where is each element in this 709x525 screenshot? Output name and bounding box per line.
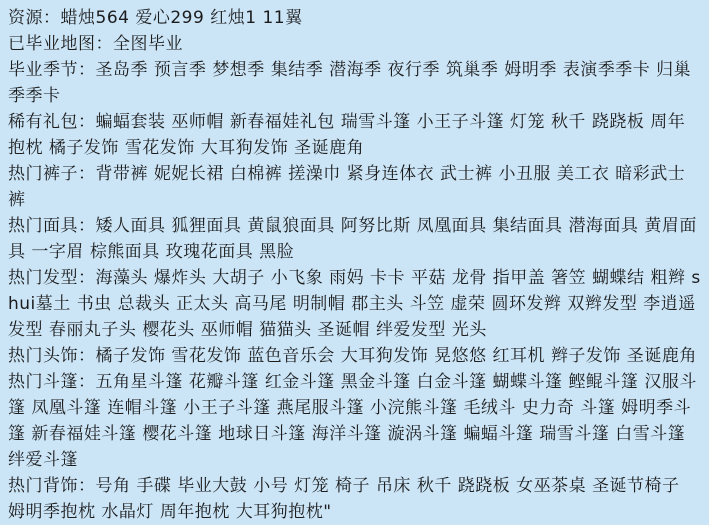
item: 小号 — [253, 476, 289, 496]
item: 五角星斗篷 — [95, 372, 183, 392]
item: 白金斗篷 — [416, 372, 487, 392]
item: 潜海季 — [329, 60, 382, 80]
section-label: 稀有礼包： — [8, 112, 96, 132]
item: 跷跷板 — [457, 476, 511, 496]
item: 小浣熊斗篷 — [370, 398, 458, 418]
section-line — [8, 161, 701, 213]
item: 武士裤 — [440, 164, 493, 184]
section-label: 热门背饰： — [8, 476, 96, 496]
item: 毛绒斗 — [463, 398, 516, 418]
item: 平菇 — [410, 268, 446, 288]
item: 光头 — [451, 320, 487, 340]
item: 连帽斗篷 — [107, 398, 178, 418]
item: 雨妈 — [329, 268, 365, 288]
item: 虚荣 — [450, 294, 486, 314]
item: 地球日斗篷 — [218, 424, 306, 444]
section-line — [8, 31, 701, 57]
section-line — [8, 343, 701, 369]
item: 樱花头 — [142, 320, 195, 340]
section-line — [8, 57, 701, 109]
item: 小飞象 — [270, 268, 324, 288]
section-line — [8, 5, 701, 31]
item: 筑巢季 — [445, 60, 499, 80]
item: 爆炸头 — [153, 268, 207, 288]
item: 总裁头 — [117, 294, 171, 314]
item: 暗彩武士裤 — [8, 164, 686, 210]
item: 秋千 — [550, 112, 586, 132]
item: 雪花发饰 — [171, 346, 242, 366]
item: 绊爱发型 — [375, 320, 446, 340]
item: 黑金斗篷 — [340, 372, 411, 392]
section-label: 热门裤子： — [8, 164, 96, 184]
section-label: 资源： — [8, 8, 61, 28]
section-label: 毕业季节： — [8, 60, 96, 80]
item: 水晶灯 — [101, 502, 154, 522]
item: 搓澡巾 — [288, 164, 341, 184]
item: 箸笠 — [551, 268, 587, 288]
item: 红烛1 — [210, 8, 257, 28]
item: 汉服斗篷 — [8, 372, 697, 418]
section-label: 热门斗篷： — [8, 372, 96, 392]
item: 爱心299 — [135, 8, 205, 28]
item: shui墓土 — [8, 268, 701, 314]
item: 燕尾服斗篷 — [276, 398, 365, 418]
item: 花瓣斗篷 — [188, 372, 259, 392]
item: 圣岛季 — [95, 60, 148, 80]
item: 女巫茶桌 — [516, 476, 587, 496]
item: 斗笠 — [409, 294, 445, 314]
item: 阿努比斯 — [340, 216, 411, 236]
item: 妮妮长裙 — [153, 164, 224, 184]
item: 吊床 — [375, 476, 411, 496]
item: 史力奇 — [521, 398, 575, 418]
item: 大胡子 — [212, 268, 265, 288]
item: 绊爱斗篷 — [8, 450, 78, 470]
item: 黑脸 — [259, 242, 295, 262]
item: 夜行季 — [387, 60, 441, 80]
item: 郡主头 — [351, 294, 404, 314]
item: 紧身连体衣 — [346, 164, 435, 184]
item: 秋千 — [416, 476, 452, 496]
item: 凤凰斗篷 — [31, 398, 102, 418]
item: 漩涡斗篷 — [387, 424, 458, 444]
item: 晃悠悠 — [434, 346, 487, 366]
item: 海洋斗篷 — [311, 424, 382, 444]
item: 小王子斗篷 — [183, 398, 271, 418]
item: 辫子发饰 — [550, 346, 621, 366]
item: 红金斗篷 — [264, 372, 335, 392]
item: 集结季 — [270, 60, 324, 80]
item: 书虫 — [76, 294, 112, 314]
item: 周年抱枕 — [8, 112, 686, 158]
item: 跷跷板 — [591, 112, 645, 132]
item: 集结面具 — [492, 216, 563, 236]
item: 粗辫 — [650, 268, 686, 288]
item: 大耳狗发饰 — [340, 346, 429, 366]
item: 归巢季季卡 — [8, 60, 692, 106]
item: 巫师帽 — [200, 320, 254, 340]
item: 手碟 — [136, 476, 172, 496]
item: 灯笼 — [294, 476, 330, 496]
item: 表演季季卡 — [562, 60, 651, 80]
item: 新春福娃斗篷 — [31, 424, 137, 444]
item: 瑞雪斗篷 — [539, 424, 610, 444]
item: 海藻头 — [95, 268, 148, 288]
item: 大耳狗抱枕" — [235, 502, 332, 522]
item: 蜡烛564 — [60, 8, 130, 28]
item: 明制帽 — [292, 294, 346, 314]
item: 圣诞鹿角 — [626, 346, 697, 366]
item: 潜海面具 — [568, 216, 639, 236]
item: 凤凰面具 — [416, 216, 487, 236]
item: 梦想季 — [212, 60, 265, 80]
item: 鲣鲲斗篷 — [568, 372, 639, 392]
section-label: 热门面具： — [8, 216, 96, 236]
item: 圣诞鹿角 — [294, 138, 365, 158]
item: 背带裤 — [95, 164, 148, 184]
section-line — [8, 369, 701, 473]
section-label: 热门发型： — [8, 268, 96, 288]
item: 红耳机 — [492, 346, 546, 366]
item: 双辫发型 — [567, 294, 638, 314]
item: 矮人面具 — [95, 216, 166, 236]
item: 圣诞帽 — [317, 320, 371, 340]
item: 高马尾 — [234, 294, 287, 314]
item: 姆明季 — [504, 60, 557, 80]
item: 白雪斗篷 — [615, 424, 686, 444]
item: 小王子斗篷 — [416, 112, 505, 132]
item: 预言季 — [153, 60, 207, 80]
item: 蝙蝠斗篷 — [463, 424, 534, 444]
item: 蝴蝶结 — [592, 268, 645, 288]
item: 巫师帽 — [171, 112, 224, 132]
item: 白棉裤 — [229, 164, 283, 184]
item: 雪花发饰 — [124, 138, 195, 158]
section-line — [8, 265, 701, 343]
section-label: 热门头饰： — [8, 346, 96, 366]
item: 黄鼠狼面具 — [247, 216, 335, 236]
section-line — [8, 109, 701, 161]
section-line — [8, 473, 701, 525]
item: 正太头 — [176, 294, 229, 314]
item: 蝙蝠套装 — [95, 112, 166, 132]
item: 大耳狗发饰 — [200, 138, 289, 158]
item: 春丽丸子头 — [48, 320, 137, 340]
item: 圣诞节椅子 — [592, 476, 680, 496]
item: 樱花斗篷 — [142, 424, 213, 444]
item: 11翼 — [262, 8, 303, 28]
section-label: 已毕业地图： — [8, 34, 113, 54]
item: 蝴蝶斗篷 — [492, 372, 563, 392]
item: 斗篷 — [580, 398, 616, 418]
item: 橘子发饰 — [95, 346, 166, 366]
item: 指甲盖 — [492, 268, 546, 288]
item: 黄眉面具 — [8, 216, 697, 262]
item: 美工衣 — [556, 164, 610, 184]
item: 灯笼 — [510, 112, 546, 132]
item: 龙骨 — [451, 268, 487, 288]
item: 姆明季抱枕 — [8, 502, 96, 522]
item: 椅子 — [335, 476, 371, 496]
item: 卡卡 — [370, 268, 406, 288]
item: 姆明季斗篷 — [8, 398, 692, 444]
item: 小丑服 — [498, 164, 551, 184]
item: 周年抱枕 — [159, 502, 230, 522]
item: 蓝色音乐会 — [247, 346, 335, 366]
item: 李逍遥发型 — [8, 294, 696, 340]
item: 圆环发辫 — [491, 294, 562, 314]
item: 号角 — [95, 476, 131, 496]
item: 狐狸面具 — [171, 216, 242, 236]
item: 全图毕业 — [113, 34, 183, 54]
item: 棕熊面具 — [89, 242, 160, 262]
item: 毕业大鼓 — [177, 476, 248, 496]
item: 一字眉 — [31, 242, 84, 262]
section-line — [8, 213, 701, 265]
item: 猫猫头 — [259, 320, 312, 340]
item: 橘子发饰 — [48, 138, 119, 158]
item: 新春福娃礼包 — [229, 112, 335, 132]
item: 瑞雪斗篷 — [340, 112, 411, 132]
item: 玫瑰花面具 — [165, 242, 254, 262]
